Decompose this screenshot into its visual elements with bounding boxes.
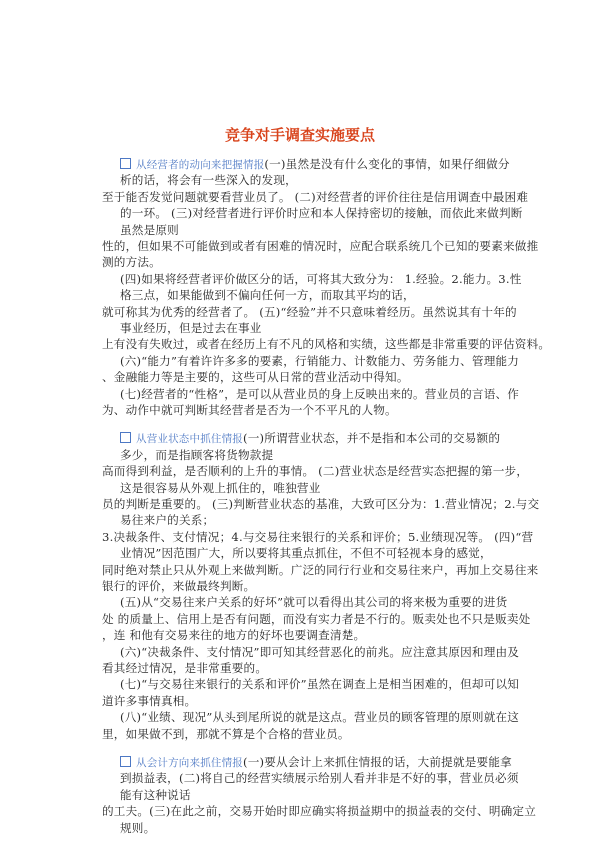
text-line: (五)从“交易往来户关系的好坏”就可以看得出其公司的将来极为重要的进货 xyxy=(120,595,508,609)
text-line: 银行的评价，来做最终判断。 xyxy=(102,579,256,593)
text-line: 多少，而是指顾客将货物款提 xyxy=(120,448,274,462)
text-line: (六)“决裁条件、支付情况”即可知其经营恶化的前兆。应注意其原因和理由及 xyxy=(120,645,520,659)
text-line: 的工夫。(三)在此之前，交易开始时即应确实将损益期中的损益表的交付、明确定立 xyxy=(102,804,537,818)
text-line: (一)要从会计上来抓住情报的话，大前提就是要能拿 xyxy=(243,755,512,769)
text-line: (六)“能力”有着许许多多的要素，行销能力、计数能力、劳务能力、管理能力 xyxy=(120,354,520,368)
checkbox-icon xyxy=(120,432,131,443)
text-line: 业情况”因范围广大，所以要将其重点抓住，不但不可轻视本身的感觉， xyxy=(120,546,492,560)
text-line: 3.决裁条件、支付情况；4.与交易往来银行的关系和评价；5.业绩现况等。 (四)“营 xyxy=(102,530,534,544)
text-line: (一)所谓营业状态，并不是指和本公司的交易额的 xyxy=(243,431,501,445)
text-line: 、金融能力等是主要的，这些可从日常的营业活动中得知。 xyxy=(102,370,409,384)
text-line: 格三点，如果能做到不偏向任何一方，而取其平均的话， xyxy=(120,288,415,302)
section-2-heading: 从营业状态中抓住情报 xyxy=(136,433,243,445)
text-line: 的一环。 (三)对经营者进行评价时应和本人保持密切的接触，而依此来做判断 xyxy=(120,206,523,220)
text-line: 里，如果做不到，那就不算是个合格的营业员。 xyxy=(102,727,350,741)
text-line: (四)如果将经营者评价做区分的话，可将其大致分为： 1.经验。2.能力。3.性 xyxy=(120,272,522,286)
text-line: 虽然是原则 xyxy=(120,223,179,237)
text-line: 能有这种说话 xyxy=(120,788,191,802)
section-2-first-line xyxy=(120,430,500,447)
text-line: 规则。 xyxy=(120,821,156,835)
text-line: 同时绝对禁止只从外观上来做判断。广泛的同行行业和交易往来户，再加上交易往来 xyxy=(102,563,539,577)
text-line: 高而得到利益，是否顺利的上升的事情。 (二)营业状态是经营实态把握的第一步， xyxy=(102,464,529,478)
checkbox-icon xyxy=(120,158,131,169)
text-line: 到损益表，(二)将自己的经营实绩展示给别人看并非是不好的事，营业员必须 xyxy=(120,771,519,785)
text-line: (一)虽然是没有什么变化的事情，如果仔细做分 xyxy=(264,157,510,171)
section-3-heading: 从会计方向来抓住情报 xyxy=(136,757,243,769)
text-line: (七)经营者的“性格”，是可以从营业员的身上反映出来的。营业员的言语、作 xyxy=(120,387,520,401)
text-line: (七)“与交易往来银行的关系和评价”虽然在调查上是相当困难的，但却可以知 xyxy=(120,677,520,691)
section-1-first-line xyxy=(120,156,510,173)
section-1-heading: 从经营者的动向来把握情报 xyxy=(136,159,265,171)
text-line: 这是很容易从外观上抓住的，唯独营业 xyxy=(120,481,321,495)
text-line: (八)“业绩、现况”从头到尾所说的就是这点。营业员的顾客管理的原则就在这 xyxy=(120,710,520,724)
text-line: 看其经过情况，是非常重要的。 xyxy=(102,661,268,675)
text-line: 处 的质量上、信用上是否有问题，而没有实力者是不行的。贩卖处也不只是贩卖处 xyxy=(102,612,531,626)
text-line: 至于能否发觉问题就要看营业员了。 (二)对经营者的评价往往是信用调查中最困难 xyxy=(102,190,529,204)
checkbox-icon xyxy=(120,756,131,767)
text-line: 为、动作中就可判断其经营者是否为一个不平凡的人物。 xyxy=(102,403,397,417)
page-title: 竞争对手调查实施要点 xyxy=(224,126,375,144)
text-line: 就可称其为优秀的经营者了。 (五)“经验”并不只意味着经历。虽然说其有十年的 xyxy=(102,305,517,319)
text-line: 员的判断是重要的。 (三)判断营业状态的基准，大致可区分为：1.营业情况；2.与交 xyxy=(102,497,540,511)
text-line: 性的，但如果不可能做到或者有困难的情况时，应配合联系统几个已知的要素来做推 xyxy=(102,239,539,253)
text-line: 析的话，将会有一些深入的发现， xyxy=(120,173,297,187)
text-line: 易往来户的关系； xyxy=(120,513,215,527)
text-line: 事业经历，但是过去在事业 xyxy=(120,321,262,335)
text-line: 测的方法。 xyxy=(102,255,161,269)
text-line: 道许多事情真相。 xyxy=(102,694,197,708)
text-line: ，连 和他有交易来往的地方的好坏也要调查清楚。 xyxy=(102,628,366,642)
text-line: 上有没有失败过，或者在经历上有不凡的风格和实绩，这些都是非常重要的评估资料。 xyxy=(102,337,551,351)
section-3-first-line xyxy=(120,754,512,771)
